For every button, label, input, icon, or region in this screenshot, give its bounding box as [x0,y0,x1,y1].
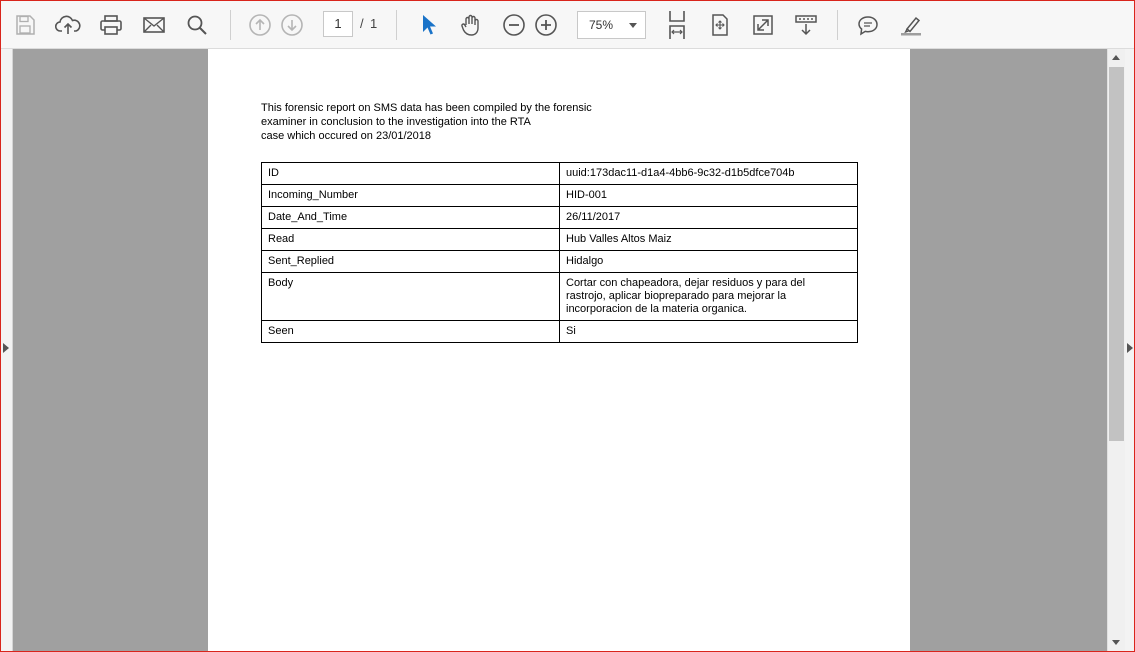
chevron-down-icon [629,23,637,28]
page-separator: / [360,16,364,31]
table-row [262,163,858,185]
field-value [560,273,858,321]
field-name: Body [262,273,560,321]
field-value: uuid:173dac11-d1a4-4bb6-9c32-d1b5dfce704b [560,163,858,185]
print-icon[interactable] [95,9,127,41]
plus-circle-icon[interactable] [530,9,562,41]
field-value: Hub Valles Altos Maiz [560,229,858,251]
toolbar-divider [837,10,838,40]
sms-data-table [261,162,858,343]
scroll-down-icon[interactable] [1112,640,1120,645]
toolbar [1,1,1134,49]
highlight-pen-icon[interactable] [895,9,927,41]
body-line: Cortar con chapeadora, dejar residuos y para del [566,277,806,289]
table-row [262,207,858,229]
field-value: 26/11/2017 [560,207,858,229]
arrow-down-circle-icon[interactable] [276,9,308,41]
body-line: incorporacion de la materia organica. [566,303,747,315]
expand-icon[interactable] [747,9,779,41]
intro-line: examiner in conclusion to the investigation into the RTA [261,116,531,128]
chevron-right-icon [3,343,9,353]
body-line: rastrojo, aplicar biopreparado para mejorar la [566,290,787,302]
table-row [262,321,858,343]
fit-width-icon[interactable] [661,7,693,43]
fit-page-icon[interactable] [704,9,736,41]
field-name: Sent_Replied [262,251,560,273]
read-mode-icon[interactable] [790,9,822,41]
field-value: HID-001 [560,185,858,207]
field-value: Hidalgo [560,251,858,273]
scroll-up-icon[interactable] [1112,55,1120,60]
pdf-page [208,49,910,651]
page-number-input[interactable]: 1 [323,11,353,37]
left-panel-toggle[interactable] [1,49,13,651]
toolbar-divider [230,10,231,40]
zoom-value: 75% [589,18,614,32]
intro-line: This forensic report on SMS data has been compiled by the forensic [261,102,592,114]
report-intro [261,101,641,143]
hand-icon[interactable] [455,9,487,41]
field-value: Si [560,321,858,343]
zoom-select[interactable] [577,11,646,39]
table-row [262,251,858,273]
chevron-right-icon [1127,343,1133,353]
intro-line: case which occured on 23/01/2018 [261,130,432,142]
field-name: Seen [262,321,560,343]
arrow-up-circle-icon[interactable] [244,9,276,41]
comment-icon[interactable] [852,9,884,41]
right-panel-toggle[interactable] [1125,49,1134,651]
toolbar-divider [396,10,397,40]
page-total: 1 [370,16,378,31]
field-name: ID [262,163,560,185]
document-viewer[interactable] [1,49,1107,651]
vertical-scrollbar[interactable] [1107,49,1125,651]
cloud-upload-icon[interactable] [52,9,84,41]
table-row [262,273,858,321]
field-name: Read [262,229,560,251]
scrollbar-thumb[interactable] [1109,67,1124,441]
save-icon[interactable] [9,9,41,41]
pointer-icon[interactable] [412,9,444,41]
table-row [262,229,858,251]
minus-circle-icon[interactable] [498,9,530,41]
table-row [262,185,858,207]
field-name: Incoming_Number [262,185,560,207]
field-name: Date_And_Time [262,207,560,229]
search-icon[interactable] [181,9,213,41]
mail-icon[interactable] [138,9,170,41]
